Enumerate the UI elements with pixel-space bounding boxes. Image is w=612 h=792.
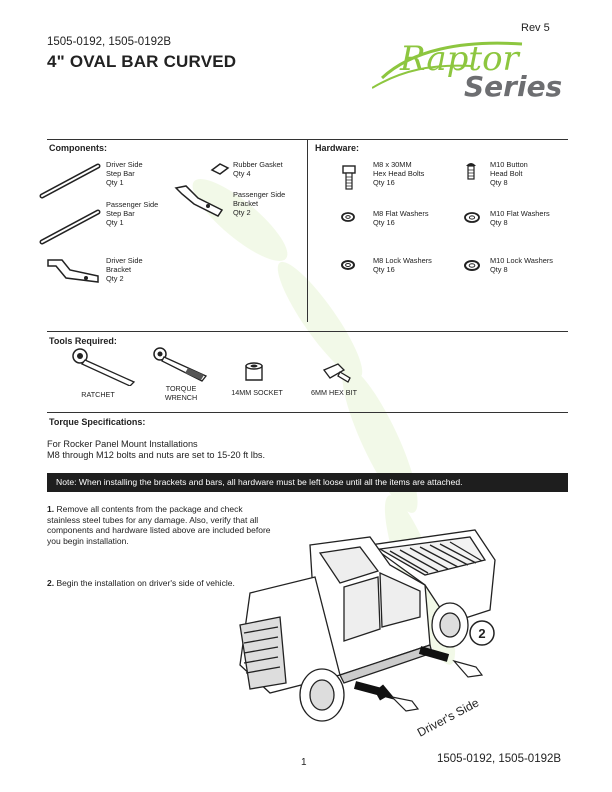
- rubber-gasket-icon: [210, 160, 230, 178]
- page-number: 1: [301, 757, 307, 768]
- component-qty: Qty 1: [106, 218, 124, 227]
- logo-raptor-text: Raptor: [400, 39, 519, 79]
- step-text: Begin the installation on driver's side of vehicle.: [56, 578, 235, 588]
- step-number: 2.: [47, 578, 55, 588]
- tools-heading: Tools Required:: [49, 336, 117, 346]
- component-name: Passenger Side: [233, 190, 286, 199]
- component-qty: Qty 1: [106, 178, 124, 187]
- hardware-name: M10 Lock Washers: [490, 256, 553, 265]
- component-driver-bracket: [106, 256, 143, 283]
- logo-series-text: Series: [464, 70, 563, 102]
- drivers-side-label: Driver's Side: [414, 695, 482, 740]
- passenger-step-bar-icon: [38, 204, 104, 248]
- raptor-series-logo: [372, 30, 578, 102]
- driver-step-bar-icon: [38, 160, 104, 202]
- component-name: Driver Side: [106, 256, 143, 265]
- revision-label: Rev 5: [521, 22, 550, 34]
- component-qty: Qty 2: [106, 274, 124, 283]
- torque-spec-text: [47, 439, 265, 461]
- component-name-line2: Bracket: [233, 199, 259, 208]
- tool-socket-label: 14MM SOCKET: [231, 388, 283, 397]
- page-title: 4" OVAL BAR CURVED: [47, 52, 237, 71]
- hardware-qty: Qty 16: [373, 178, 395, 187]
- component-name-line2: Bracket: [106, 265, 132, 274]
- tool-label-line2: WRENCH: [164, 392, 198, 402]
- component-qty: Qty 2: [233, 208, 251, 217]
- arrow-rear-icon: [420, 650, 448, 658]
- hardware-name: M8 x 30MM: [373, 160, 412, 169]
- components-heading: Components:: [49, 143, 107, 153]
- hardware-qty: Qty 8: [490, 265, 508, 274]
- hardware-m8-hex-bolts: [373, 160, 424, 187]
- hardware-name: M8 Flat Washers: [373, 209, 429, 218]
- hex-bolt-icon: [342, 165, 356, 191]
- component-name-line2: Step Bar: [106, 169, 135, 178]
- hardware-qty: Qty 16: [373, 218, 395, 227]
- hardware-m10-flat-washers: [490, 209, 550, 227]
- header-part-numbers: 1505-0192, 1505-0192B: [47, 36, 172, 48]
- component-rubber-gasket: [233, 160, 283, 178]
- footer-part-numbers: 1505-0192, 1505-0192B: [437, 753, 562, 765]
- component-driver-step-bar: [106, 160, 143, 187]
- driver-bracket-icon: [44, 254, 102, 286]
- tool-label-line1: TORQUE: [165, 384, 197, 393]
- rear-bracket-icon: [454, 661, 482, 677]
- hardware-heading: Hardware:: [315, 143, 360, 153]
- button-head-bolt-icon: [465, 160, 477, 180]
- hardware-qty: Qty 8: [490, 218, 508, 227]
- m8-lock-washer-icon: [341, 260, 355, 270]
- component-passenger-step-bar: [106, 200, 158, 227]
- torque-line-2: M8 through M12 bolts and nuts are set to 15-20 ft lbs.: [47, 450, 266, 460]
- hardware-name: M10 Flat Washers: [490, 209, 550, 218]
- hardware-qty: Qty 8: [490, 178, 508, 187]
- tools-top-rule: [47, 331, 568, 332]
- ratchet-icon: [70, 346, 140, 386]
- hardware-name-line2: Hex Head Bolts: [373, 169, 425, 178]
- m10-lock-washer-icon: [464, 260, 480, 271]
- hardware-name: M10 Button: [490, 160, 528, 169]
- hex-bit-icon: [322, 362, 352, 384]
- socket-icon: [244, 362, 264, 384]
- torque-line-1: For Rocker Panel Mount Installations: [47, 439, 198, 449]
- component-passenger-bracket: [233, 190, 285, 217]
- torque-heading: Torque Specifications:: [49, 417, 146, 427]
- hardware-m8-flat-washers: [373, 209, 429, 227]
- component-name: Rubber Gasket: [233, 160, 283, 169]
- truck-diagram: [220, 505, 540, 755]
- front-bracket-icon: [392, 697, 418, 711]
- component-name-line2: Step Bar: [106, 209, 135, 218]
- hardware-qty: Qty 16: [373, 265, 395, 274]
- components-hardware-divider: [307, 139, 308, 322]
- hardware-name: M8 Lock Washers: [373, 256, 432, 265]
- tool-torque-wrench-label: [158, 385, 204, 402]
- step-text: Remove all contents from the package and check stainless steel tubes for any damage. Also, verify that all components and hardware listed above are included before you begin installation.: [47, 504, 271, 546]
- component-qty: Qty 4: [233, 169, 251, 178]
- hardware-m10-lock-washers: [490, 256, 553, 274]
- tool-hex-bit-label: 6MM HEX BIT: [311, 388, 357, 397]
- torque-top-rule: [47, 412, 568, 413]
- m8-flat-washer-icon: [341, 212, 355, 222]
- callout-number: 2: [478, 626, 486, 641]
- step-number: 1.: [47, 504, 55, 514]
- hardware-m8-lock-washers: [373, 256, 432, 274]
- arrow-front-icon: [355, 685, 385, 697]
- passenger-bracket-icon: [172, 182, 230, 222]
- torque-wrench-icon: [152, 346, 212, 382]
- tool-ratchet-label: RATCHET: [81, 390, 115, 399]
- component-name: Driver Side: [106, 160, 143, 169]
- component-name: Passenger Side: [106, 200, 159, 209]
- hardware-name-line2: Head Bolt: [490, 169, 523, 178]
- note-banner: Note: When installing the brackets and bars, all hardware must be left loose until all the items are attached.: [47, 473, 568, 492]
- m10-flat-washer-icon: [464, 212, 480, 223]
- hardware-m10-button-head-bolt: [490, 160, 528, 187]
